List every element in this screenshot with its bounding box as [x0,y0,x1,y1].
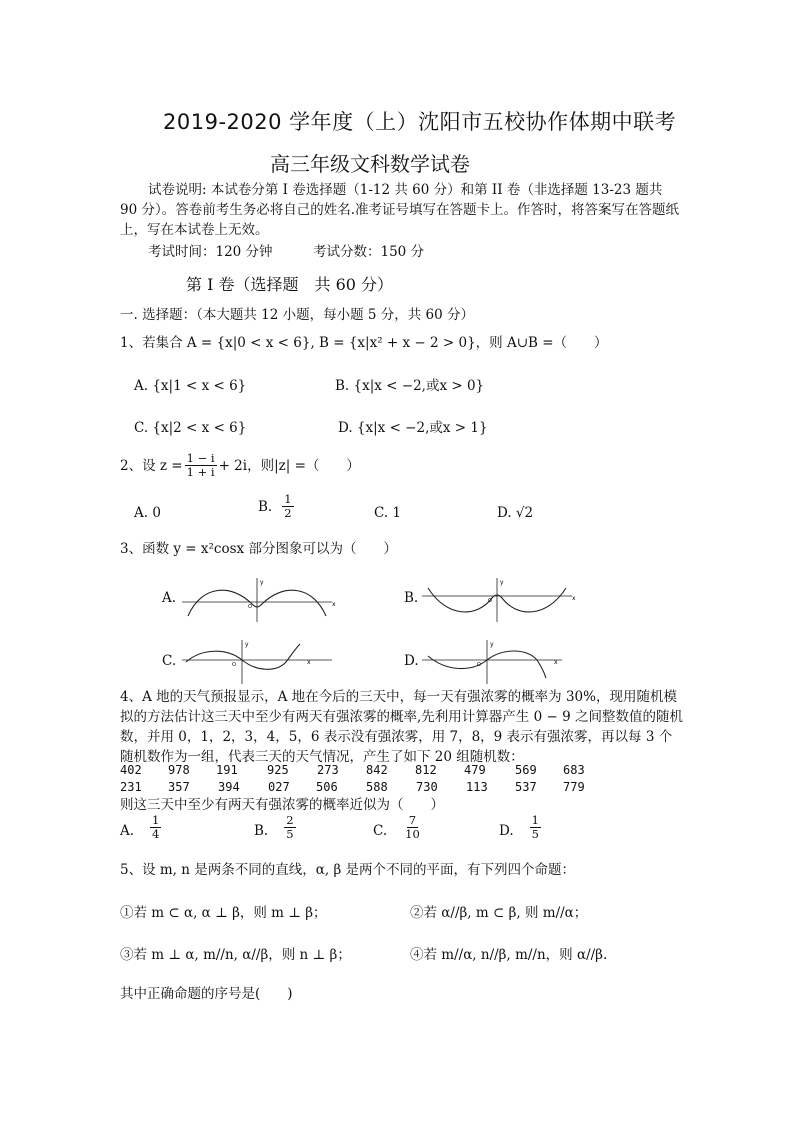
q2-suffix: + 2i，则|z| =（ ） [218,457,360,474]
instructions-text: 试卷说明: 本试卷分第 I 卷选择题（1-12 共 60 分）和第 II 卷（非选择题 13-23 题共 90 分）。答卷前考生务必将自己的姓名.准考证号填写在答题卡上。作答时，将答案写在答题纸上，写在本试卷上无效。 [120,182,680,238]
q2-fraction [185,452,217,479]
q2-option-d: D. √2 [497,505,534,521]
random-numbers-row-1 [120,763,600,779]
q3-b-origin: O [488,598,492,604]
random-number: 730 [416,780,438,794]
q3-option-a-label: A. [162,590,177,606]
random-number: 394 [218,780,240,794]
q4-option-b-den: 5 [286,827,294,841]
random-number: 842 [366,763,388,777]
q3-graph-a [182,576,342,624]
q1-option-b: B. {x|x < −2,或x > 0} [335,378,485,394]
random-number: 357 [168,780,190,794]
exam-time: 考试时间：120 分钟 [148,244,273,260]
q2-option-b-label: B. [258,498,273,515]
q4-option-d-num: 1 [531,813,539,827]
q4-option-c-fraction [403,814,422,841]
random-number: 027 [268,780,290,794]
q3-option-c-label: C. [162,653,177,669]
q5-question: 其中正确命题的序号是( ) [120,986,293,1002]
q4-option-c-den: 10 [405,827,420,841]
q4-option-b-label: B. [254,823,269,839]
q2-option-c: C. 1 [374,505,402,521]
q1-option-c: C. {x|2 < x < 6} [134,420,247,436]
q2-fraction-num: 1 − i [186,451,215,465]
random-number: 925 [267,763,289,777]
q3-d-y-label: y [490,641,494,648]
q2-option-b-den: 2 [284,506,292,520]
random-number: 978 [168,763,190,777]
q3-graph-b [422,576,582,624]
q3-option-b-label: B. [404,590,419,606]
q3-stem: 3、函数 y = x²cosx 部分图象可以为（ ） [120,541,397,557]
q4-option-d-fraction [530,814,541,841]
q5-statement-3: ③若 m ⊥ α, m//n, α//β，则 n ⊥ β； [120,947,351,963]
q3-b-y-label: y [500,579,504,586]
q4-option-b-num: 2 [286,813,294,827]
q5-statement-4: ④若 m//α, n//β, m//n，则 α//β. [410,947,608,963]
random-number: 231 [120,780,142,794]
q3-d-origin: O [477,662,481,668]
q3-option-d-label: D. [404,653,419,669]
q3-d-x-label: x [554,659,558,666]
q4-option-c [373,814,424,841]
random-number: 812 [415,763,437,777]
section-heading: 一. 选择题：（本大题共 12 小题，每小题 5 分，共 60 分） [120,307,475,323]
q3-c-x-label: x [307,659,311,666]
random-number: 402 [120,763,142,777]
q2-option-b [258,493,296,520]
q4-option-c-label: C. [373,823,388,839]
q3-a-origin: O [248,604,252,610]
q5-stem: 5、设 m, n 是两条不同的直线，α, β 是两个不同的平面，有下列四个命题： [120,862,576,878]
q4-option-b [254,814,298,841]
q2-stem [120,452,360,479]
random-number: 537 [515,780,537,794]
random-number: 569 [515,763,537,777]
q3-a-y-label: y [260,579,264,586]
q4-option-b-fraction [284,814,295,841]
q4-option-a-label: A. [120,823,135,839]
random-number: 779 [563,780,585,794]
q5-statement-2: ②若 α//β, m ⊂ β, 则 m//α； [410,905,588,921]
q4-option-a-den: 4 [152,827,160,841]
q2-option-b-num: 1 [284,492,292,506]
q4-option-c-num: 7 [408,813,417,827]
random-number: 479 [464,763,486,777]
q4-option-a [120,814,163,841]
q3-c-y-label: y [245,641,249,648]
random-number: 588 [366,780,388,794]
q3-c-origin: O [232,662,236,668]
q3-graph-c [182,638,342,686]
random-number: 683 [563,763,585,777]
random-number: 506 [316,780,338,794]
section-title: 第 I 卷（选择题 共 60 分） [186,275,394,294]
q5-statement-1: ①若 m ⊂ α, α ⊥ β，则 m ⊥ β； [120,905,327,921]
q2-option-a: A. 0 [134,505,161,521]
q1-stem: 1、若集合 A = {x|0 < x < 6}, B = {x|x² + x − 2 > 0}，则 A∪B =（ ） [120,335,608,351]
exam-score: 考试分数：150 分 [313,244,425,260]
random-number: 273 [317,763,339,777]
q4-question: 则这三天中至少有两天有强浓雾的概率近似为（ ） [120,797,444,813]
q4-option-a-fraction [150,814,161,841]
q2-prefix: 2、设 z = [120,457,183,474]
q4-option-a-num: 1 [152,813,160,827]
q4-stem: 4、A 地的天气预报显示，A 地在今后的三天中，每一天有强浓雾的概率为 30%，现用随机模拟的方法估计这三天中至少有两天有强浓雾的概率,先利用计算器产生 0 − 9 之间整数值的随机数，并用 0，1，2，3，4，5，6 表示没有强浓雾，用 7，8，9 表示有强浓雾，再以每 3 个随机数作为一组，代表三天的天气情况，产生了如下 20 组随机数： [120,689,683,765]
q4-option-d [499,814,543,841]
q3-graph-d [422,638,582,686]
q3-b-x-label: x [572,595,576,602]
random-numbers-row-2 [120,780,600,796]
random-number: 191 [216,763,238,777]
q1-option-d: D. {x|x < −2,或x > 1} [338,420,488,436]
q2-option-b-fraction [282,493,293,520]
paper-subtitle: 高三年级文科数学试卷 [270,152,470,176]
paper-title: 2019-2020 学年度（上）沈阳市五校协作体期中联考 [163,110,677,134]
q4-option-d-den: 5 [531,827,539,841]
q4-option-d-label: D. [499,823,514,839]
q1-option-a: A. {x|1 < x < 6} [134,378,247,394]
random-number: 113 [466,780,488,794]
q2-fraction-den: 1 + i [186,465,215,479]
q3-a-x-label: x [332,601,336,608]
